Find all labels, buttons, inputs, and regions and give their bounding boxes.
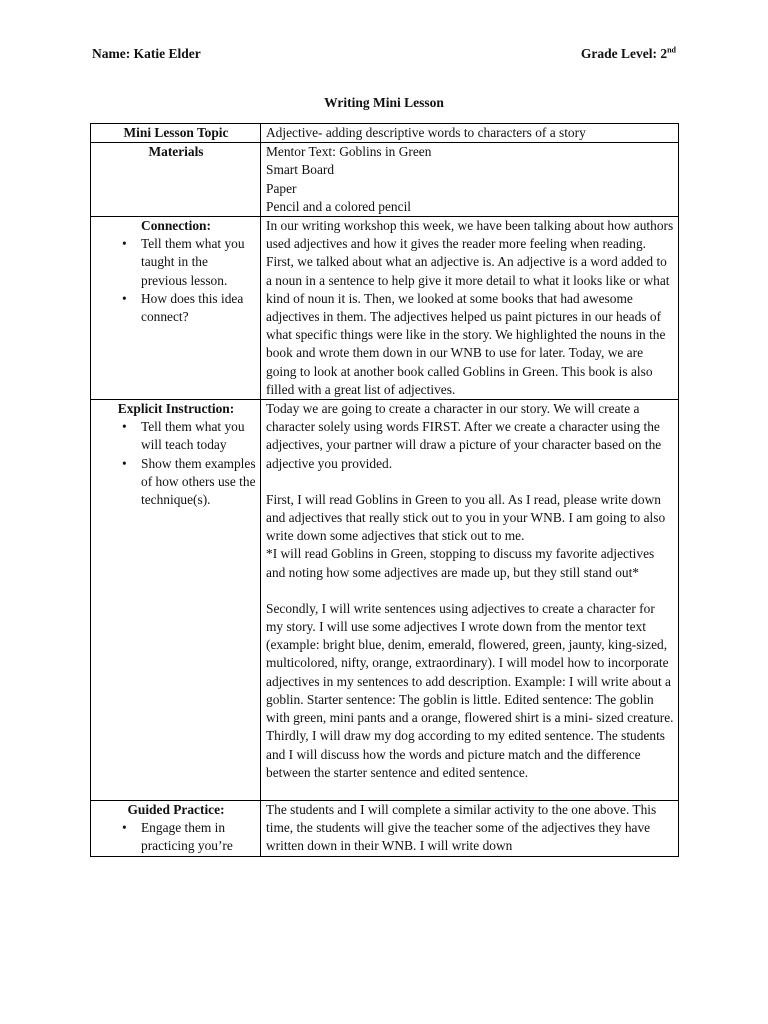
explicit-bullets xyxy=(96,418,256,509)
lesson-table xyxy=(90,123,679,857)
connection-content: In our writing workshop this week, we have been talking about how authors used adjectives and how it gives the reader more feeling when reading. First, we talked about what an adjective is. An adjective is a word added to a noun in a sentence to help give it more detail to what it looks like or what kind of noun it is. Then, we looked at some books that had awesome adjectives in them. The adjectives helped us paint pictures in our heads of what specific things were like in the story. We highlighted the nouns in the book and wrote them down in our WNB to use for later. Today, we are going to look at another book called Goblins in Green. This book is also filled with a great list of adjectives. xyxy=(261,217,679,400)
material-item: Paper xyxy=(266,180,297,196)
student-name xyxy=(92,46,201,62)
connection-label: Connection: xyxy=(141,218,211,234)
materials-content xyxy=(261,143,679,217)
row-guided-practice xyxy=(91,800,679,856)
topic-label: Mini Lesson Topic xyxy=(123,125,229,140)
row-topic xyxy=(91,124,679,143)
topic-label-cell xyxy=(91,124,261,143)
explicit-content xyxy=(261,400,679,801)
explicit-paragraph: Today we are going to create a character in our story. We will create a character solely using words FIRST. After we create a character using the adjectives, your partner will draw a picture of your character based on the adjective you provided. xyxy=(266,401,662,471)
row-materials xyxy=(91,143,679,217)
guided-bullets xyxy=(96,819,256,855)
guided-content: The students and I will complete a similar activity to the one above. This time, the students will give the teacher some of the adjectives they have written down in their WNB. I will write down xyxy=(261,800,679,856)
guided-label: Guided Practice: xyxy=(127,801,225,817)
name-label: Name: xyxy=(92,46,131,61)
bullet-item: • Tell them what you taught in the previous lesson. xyxy=(141,235,256,290)
bullet-item: • Engage them in practicing you’re xyxy=(141,819,256,855)
explicit-paragraph: First, I will read Goblins in Green to you all. As I read, please write down and adjectives that really stick out to you in your WNB. I am going to also write down some adjectives that stick out to me. xyxy=(266,491,666,544)
materials-label-cell xyxy=(91,143,261,217)
guided-label-cell xyxy=(91,800,261,856)
connection-label-cell xyxy=(91,217,261,400)
row-explicit-instruction xyxy=(91,400,679,801)
bullet-item: • Tell them what you will teach today xyxy=(141,418,256,454)
explicit-label: Explicit Instruction: xyxy=(117,401,235,417)
document-title: Writing Mini Lesson xyxy=(324,95,444,110)
materials-label: Materials xyxy=(148,144,204,160)
explicit-paragraph: Secondly, I will write sentences using adjectives to create a character for my story. I will use some adjectives I wrote down from the mentor text (example: bright blue, denim, emerald, flowered, green, jaunty, king-sized, multicolored, nifty, orange, extraordinary). I will model how to incorporate adjectives in my sentences to add description. Example: I will write about a goblin. Starter sentence: The goblin is little. Edited sentence: The goblin with green, mini pants and a orange, flowered shirt is a mini- sized creature. xyxy=(266,600,674,726)
connection-bullets xyxy=(96,235,256,326)
explicit-paragraph: *I will read Goblins in Green, stopping to discuss my favorite adjectives and noting how some adjectives are made up, but they still stand out* xyxy=(266,546,655,580)
material-item: Pencil and a colored pencil xyxy=(266,198,412,214)
bullet-item: • How does this idea connect? xyxy=(141,290,256,326)
material-item: Mentor Text: Goblins in Green xyxy=(266,144,432,160)
grade-label: Grade Level: xyxy=(580,46,657,61)
material-item: Smart Board xyxy=(266,162,335,178)
bullet-item: • Show them examples of how others use the technique(s). xyxy=(141,455,256,510)
topic-content: Adjective- adding descriptive words to characters of a story xyxy=(261,124,679,143)
grade-suffix: nd xyxy=(667,45,676,55)
explicit-label-cell xyxy=(91,400,261,801)
grade-value: 2 xyxy=(660,46,668,61)
row-connection xyxy=(91,217,679,400)
name-value: Katie Elder xyxy=(133,46,201,61)
explicit-paragraph: Thirdly, I will draw my dog according to my edited sentence. The students and I will discuss how the words and picture match and the difference between the starter sentence and edited sentence. xyxy=(266,728,666,780)
grade-level xyxy=(581,46,676,62)
